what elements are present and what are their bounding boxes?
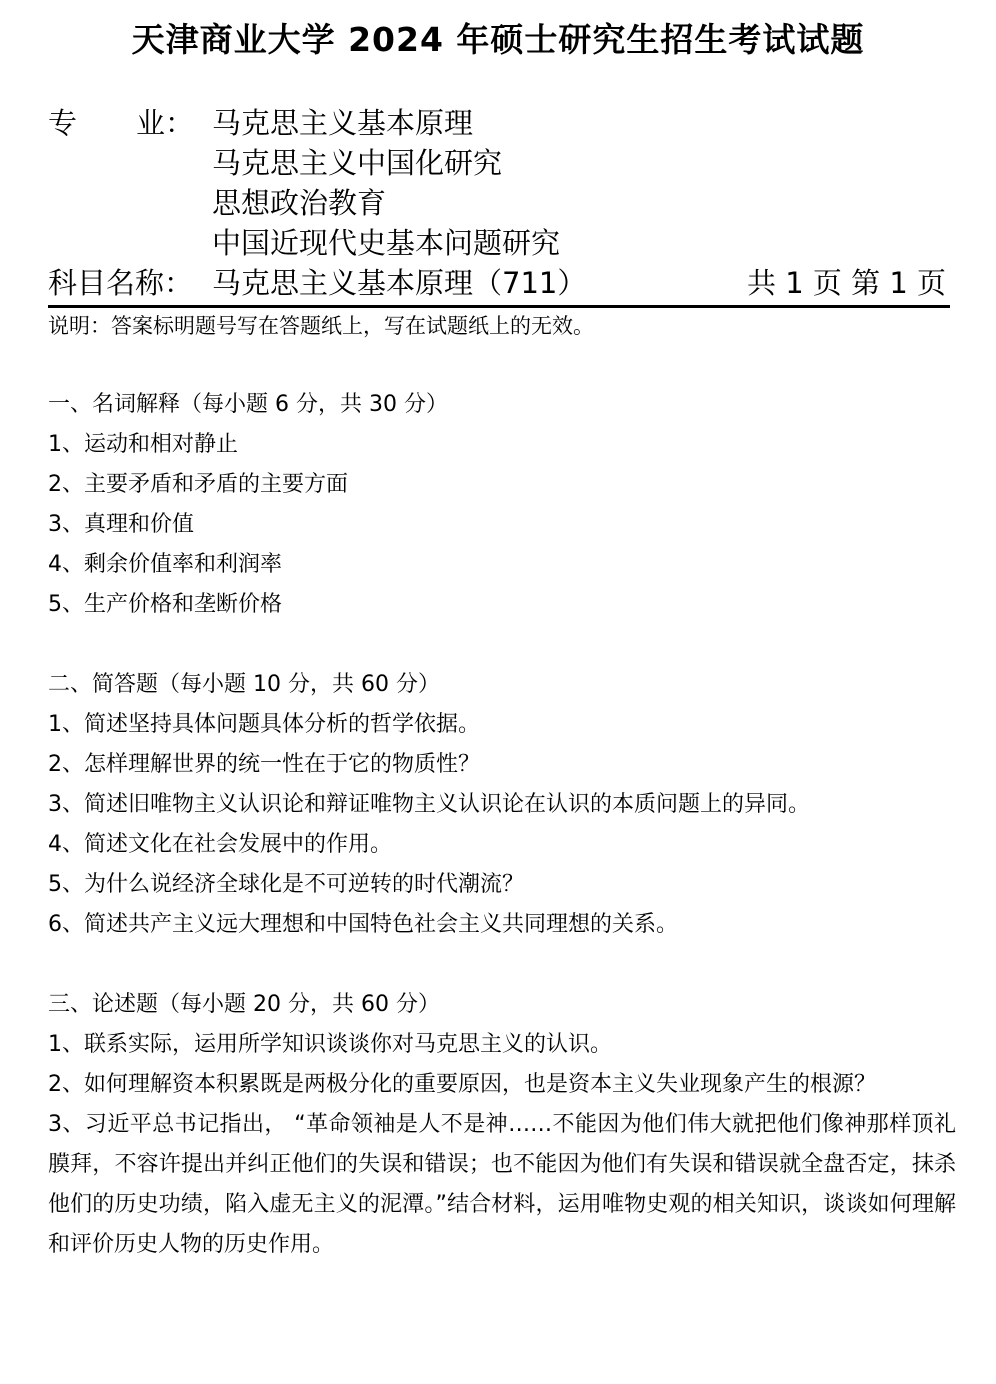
instruction-note: 说明：答案标明题号写在答题纸上，写在试题纸上的无效。	[48, 314, 594, 338]
page-count: 共 1 页 第 1 页	[747, 266, 946, 300]
question-item: 5、生产价格和垄断价格	[48, 592, 282, 617]
question-item: 1、联系实际，运用所学知识谈谈你对马克思主义的认识。	[48, 1032, 612, 1057]
question-item: 5、为什么说经济全球化是不可逆转的时代潮流？	[48, 872, 524, 897]
section-title: 一、名词解释（每小题 6 分，共 30 分）	[48, 392, 448, 417]
subject-label: 科目名称：	[48, 266, 194, 300]
exam-title: 天津商业大学 2024 年硕士研究生招生考试试题	[131, 20, 865, 59]
question-item: 3、真理和价值	[48, 512, 194, 537]
section-title: 二、简答题（每小题 10 分，共 60 分）	[48, 672, 440, 697]
subject-value: 马克思主义基本原理（711）	[212, 266, 587, 300]
major-label-part2: 业：	[136, 106, 195, 140]
major-item: 中国近现代史基本问题研究	[212, 226, 561, 260]
question-item: 1、运动和相对静止	[48, 432, 238, 457]
question-item: 6、简述共产主义远大理想和中国特色社会主义共同理想的关系。	[48, 912, 678, 937]
section-title: 三、论述题（每小题 20 分，共 60 分）	[48, 992, 440, 1017]
question-item: 2、主要矛盾和矛盾的主要方面	[48, 472, 348, 497]
major-item: 马克思主义中国化研究	[212, 146, 503, 180]
question-item: 2、如何理解资本积累既是两极分化的重要原因，也是资本主义失业现象产生的根源？	[48, 1072, 876, 1097]
major-label	[48, 103, 194, 143]
major-item: 思想政治教育	[212, 186, 387, 220]
major-label-part1: 专	[48, 106, 78, 140]
question-item: 3、简述旧唯物主义认识论和辩证唯物主义认识论在认识的本质问题上的异同。	[48, 792, 810, 817]
question-item: 2、怎样理解世界的统一性在于它的物质性？	[48, 752, 480, 777]
major-item: 马克思主义基本原理	[212, 106, 474, 140]
question-item: 3、习近平总书记指出， “革命领袖是人不是神……不能因为他们伟大就把他们像神那样顶礼膜拜，不容许提出并纠正他们的失误和错误；也不能因为他们有失误和错误就全盘否定，抹杀他们的历史功绩，陷入虚无主义的泥潭。”结合材料，运用唯物史观的相关知识，谈谈如何理解和评价历史人物的历史作用。	[48, 1112, 956, 1257]
question-item: 4、简述文化在社会发展中的作用。	[48, 832, 392, 857]
question-item: 1、简述坚持具体问题具体分析的哲学依据。	[48, 712, 480, 737]
subject-row	[48, 263, 948, 303]
header-divider	[48, 305, 950, 308]
question-item: 4、剩余价值率和利润率	[48, 552, 282, 577]
